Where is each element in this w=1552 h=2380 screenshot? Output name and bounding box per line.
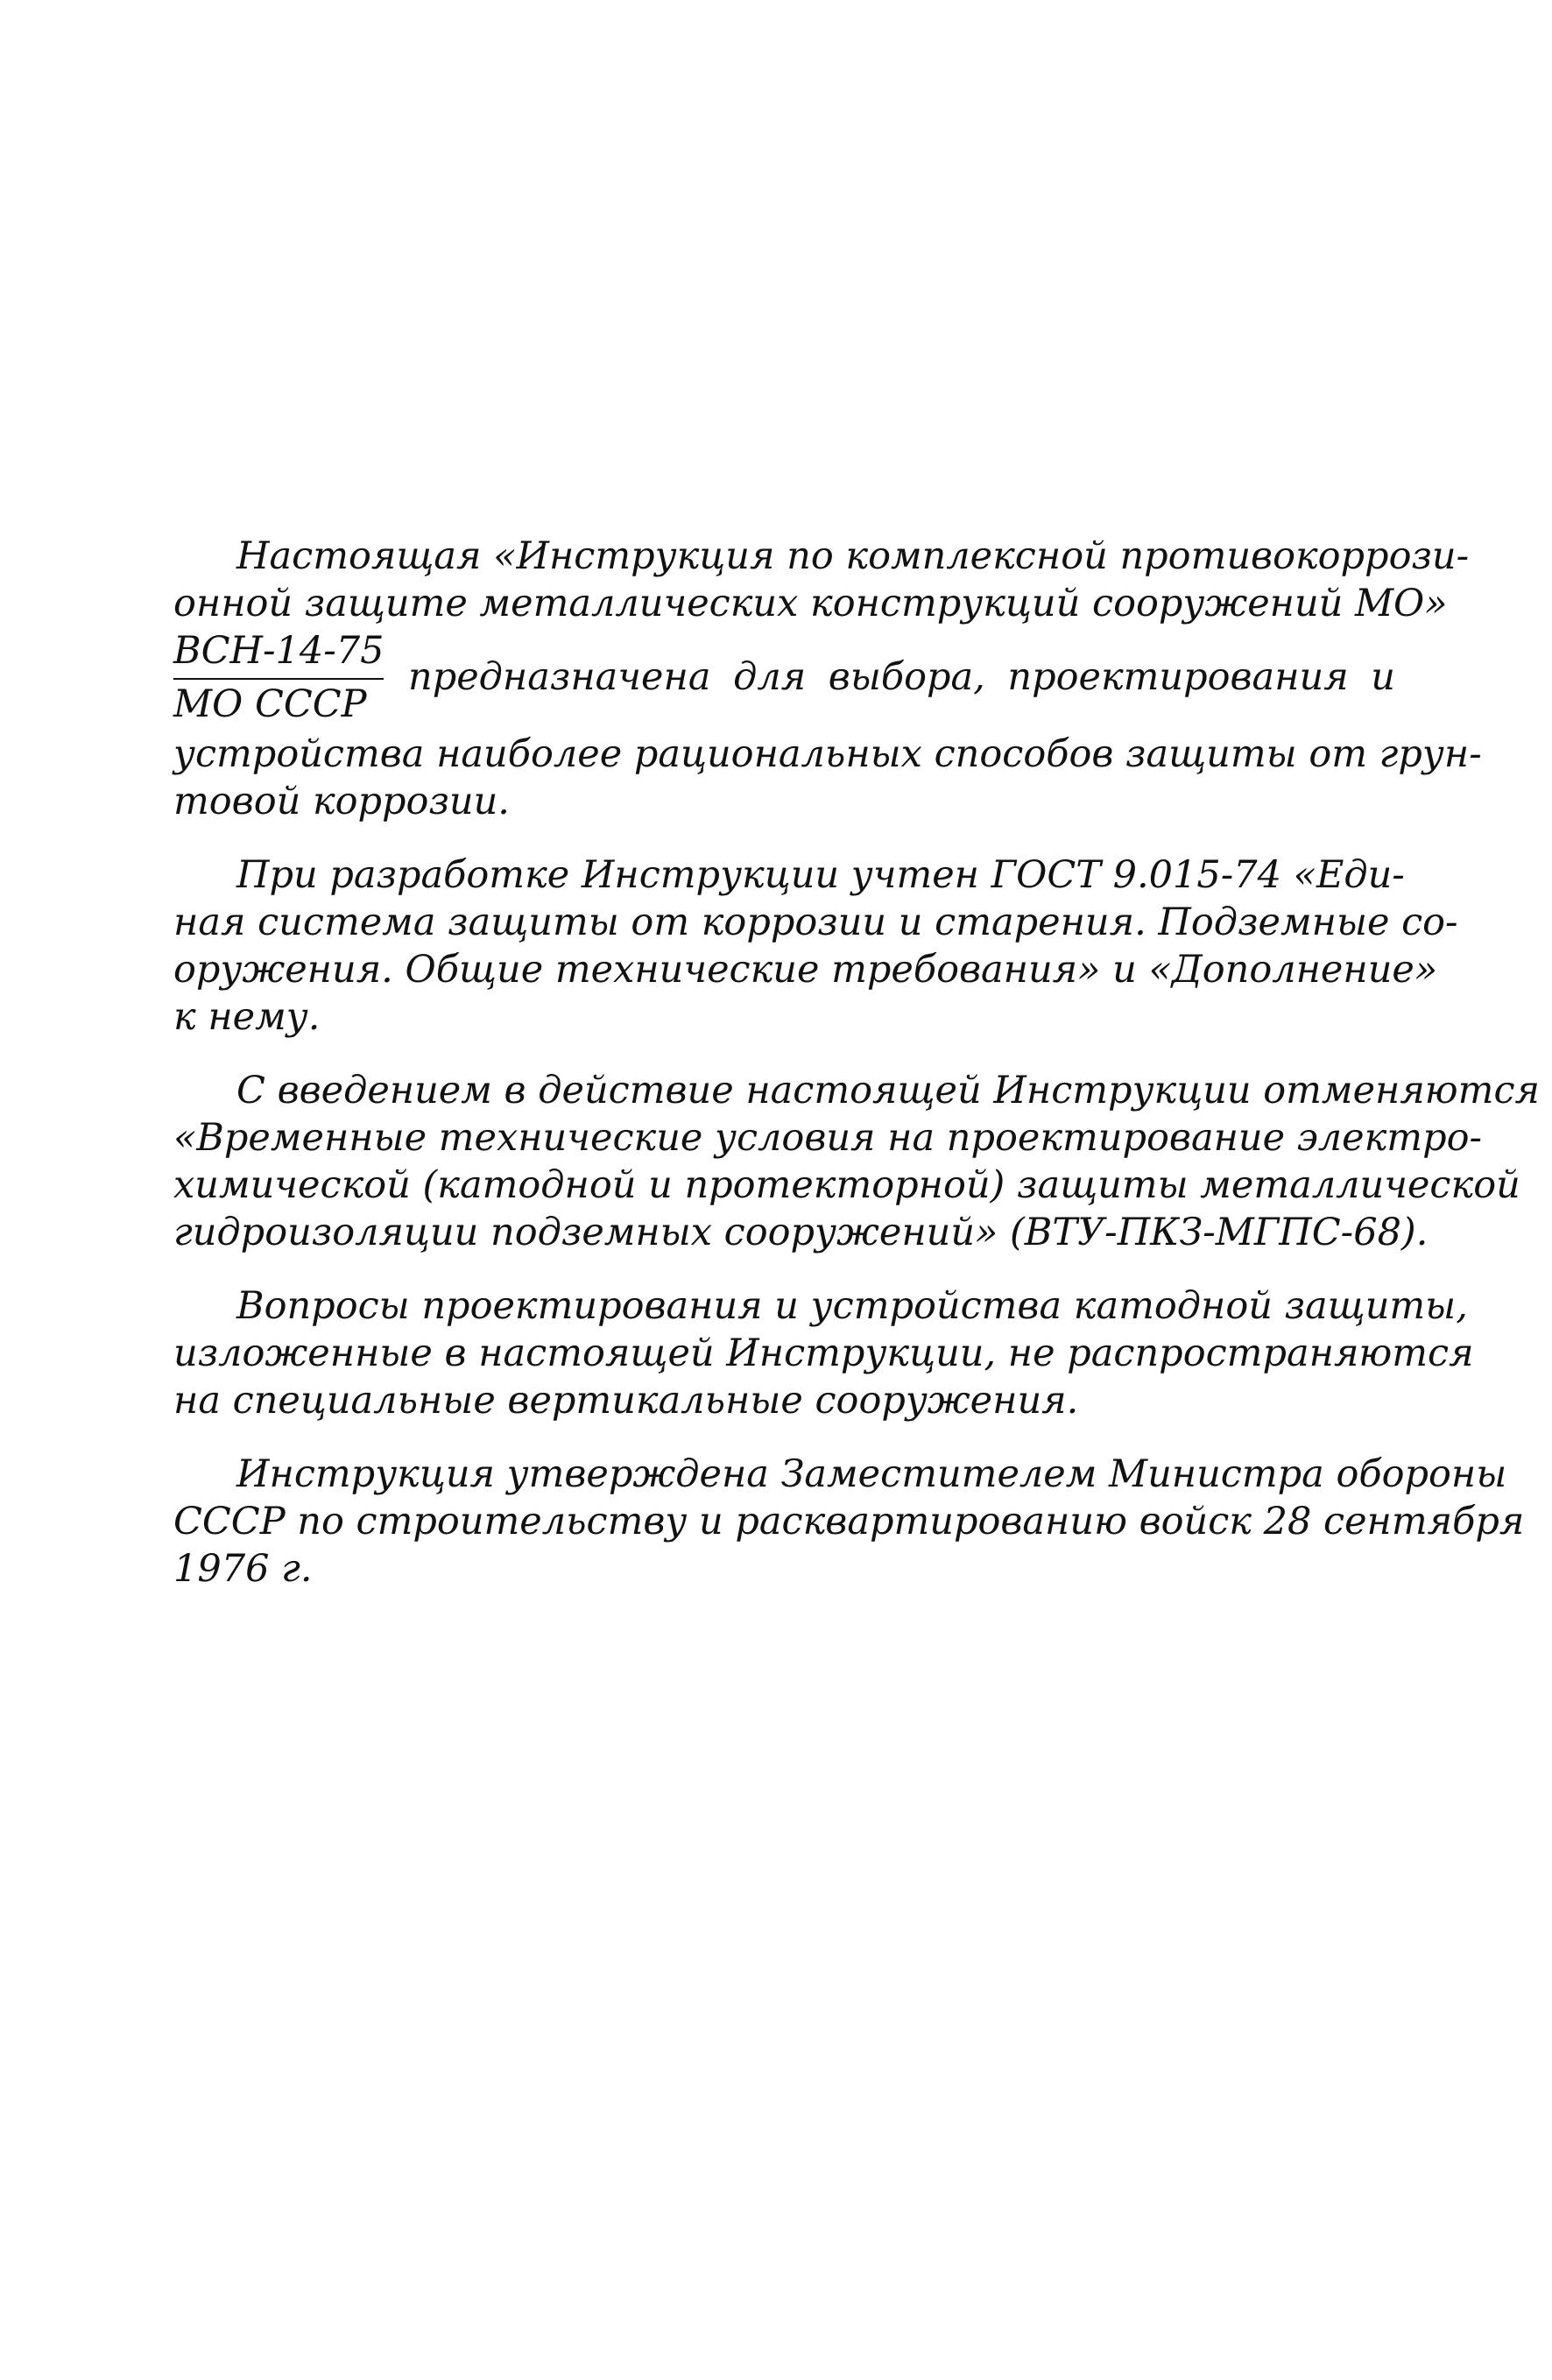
document-code-fraction (173, 627, 388, 727)
text-line: товой коррозии. (173, 780, 510, 823)
fraction-denominator: МО СССР (173, 682, 367, 726)
text-line: 1976 г. (173, 1547, 313, 1591)
text-line: Настоящая «Инструкция по комплексной противокоррози- (236, 534, 1470, 578)
text-line: химической (катодной и протекторной) защиты металлической (173, 1163, 1520, 1207)
paragraph-approval (173, 1451, 1525, 1593)
text-line: гидроизоляции подземных сооружений» (ВТУ-ПКЗ-МГПС-68). (173, 1211, 1429, 1254)
text-line: на специальные вертикальные сооружения. (173, 1379, 1079, 1423)
paragraph-purpose (173, 533, 1482, 825)
fraction-line (173, 627, 1395, 731)
paragraph-cancellation (173, 1067, 1540, 1256)
fraction-numerator: ВСН-14-75 (173, 629, 384, 673)
text-line: устройства наиболее рациональных способов защиты от грун- (173, 732, 1482, 776)
text-line: оружения. Общие технические требования» и «Дополнение» (173, 948, 1438, 992)
text-line: ная система защиты от коррозии и старения. Подземные со- (173, 900, 1458, 944)
paragraph-scope (173, 1282, 1474, 1424)
text-line: «Временные технические условия на проектирование электро- (173, 1116, 1483, 1160)
text-line: изложенные в настоящей Инструкции, не распространяются (173, 1331, 1474, 1375)
text-line: Инструкция утверждена Заместителем Министра обороны (236, 1452, 1507, 1496)
document-body (173, 533, 1540, 1593)
text-line: СССР по строительству и расквартированию войск 28 сентября (173, 1500, 1525, 1543)
paragraph-gost (173, 851, 1458, 1041)
text-line: При разработке Инструкции учтен ГОСТ 9.015-74 «Еди- (236, 853, 1405, 897)
text-line: С введением в действие настоящей Инструкции отменяются (236, 1069, 1540, 1112)
text-line: предназначена для выбора, проектирования и (408, 655, 1395, 699)
text-line: Вопросы проектирования и устройства катодной защиты, (236, 1284, 1468, 1328)
text-line: онной защите металлических конструкций сооружений МО» (173, 582, 1448, 625)
text-line: к нему. (173, 995, 321, 1039)
